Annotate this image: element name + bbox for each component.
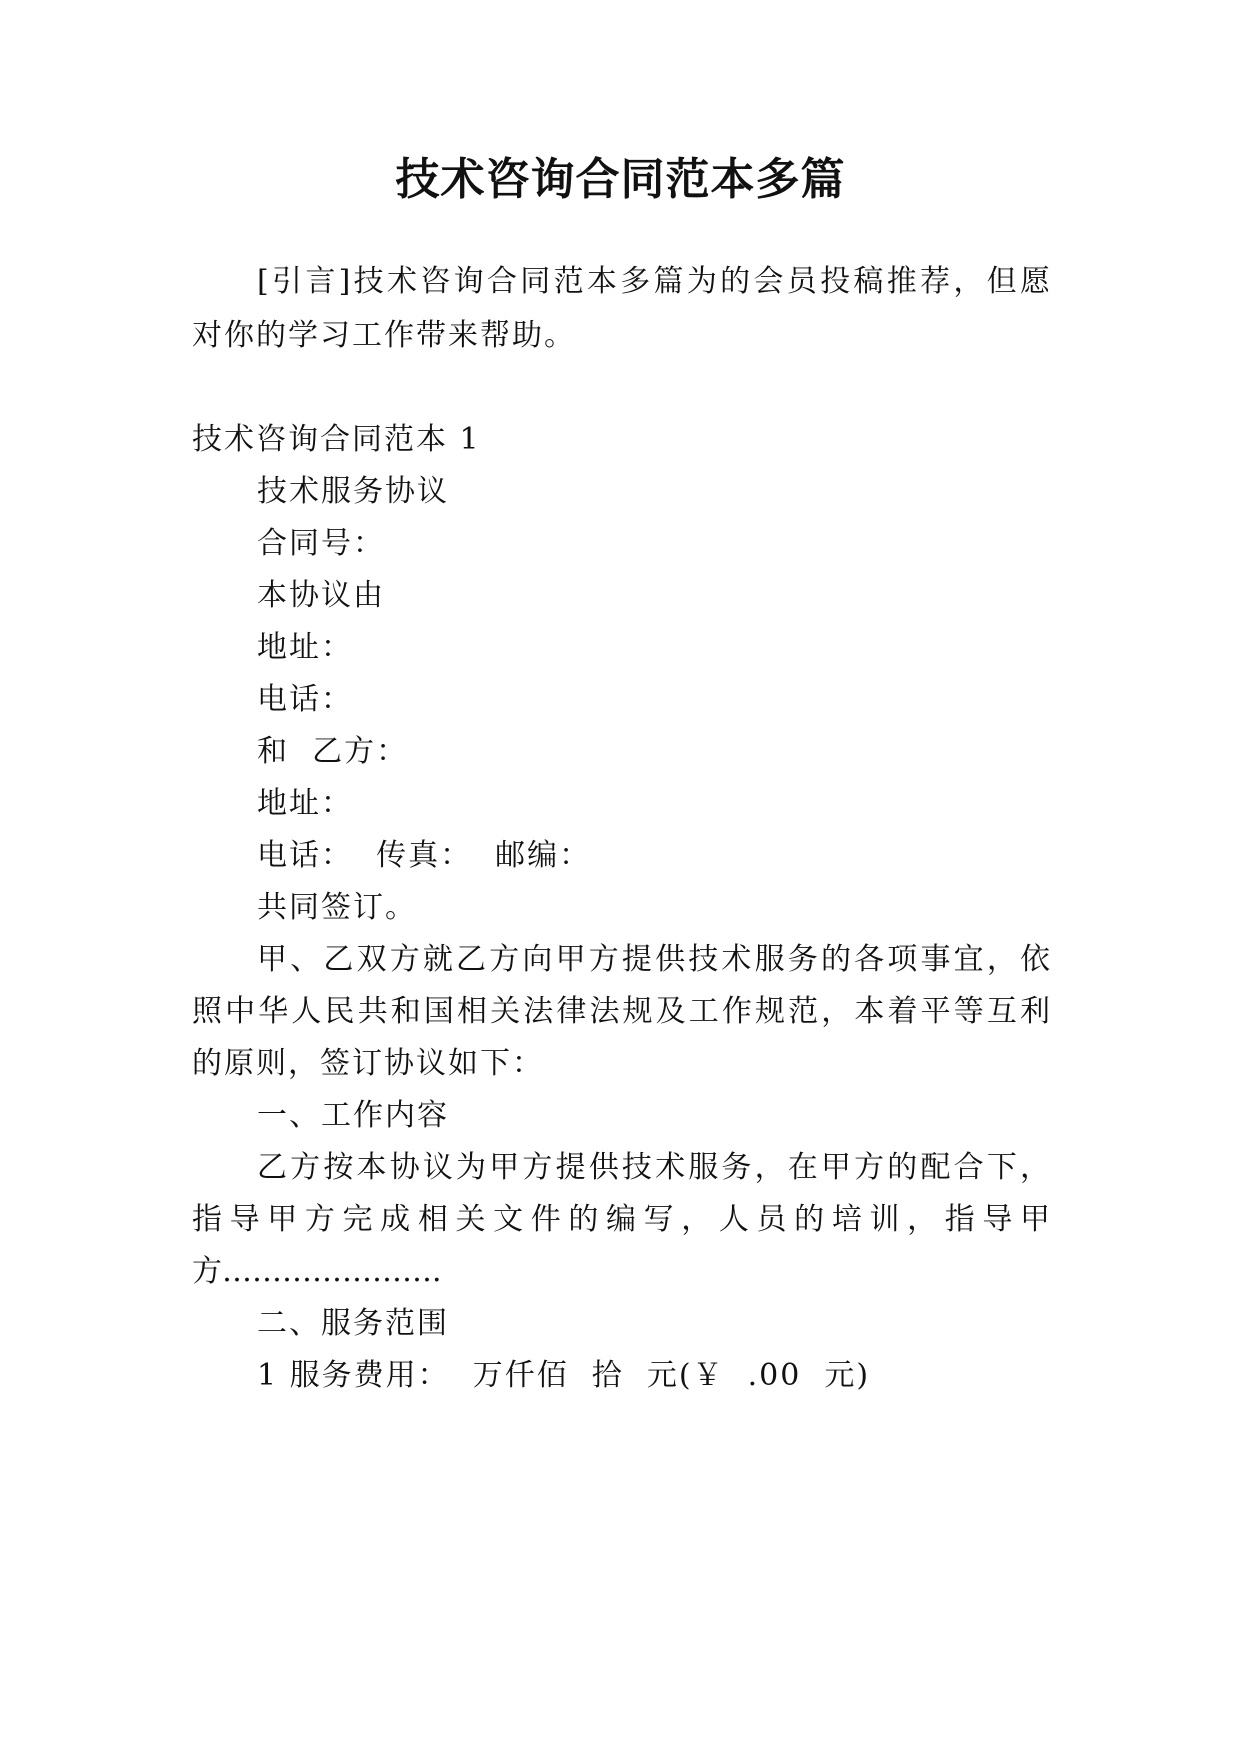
- party-b-contact-label: 电话： 传真： 邮编：: [257, 838, 592, 873]
- intro-line-2: 对你的学习工作带来帮助。: [192, 318, 576, 353]
- clause-2-heading: 二、服务范围: [257, 1306, 449, 1341]
- section-heading: 技术咨询合同范本 1: [192, 422, 481, 457]
- preamble-line-1: 甲、乙双方就乙方向甲方提供技术服务的各项事宜，依: [257, 942, 1052, 977]
- contract-number-label: 合同号：: [257, 526, 385, 561]
- service-fee-line: 1 服务费用： 万仟佰 拾 元(￥ .00 元): [257, 1358, 871, 1393]
- clause-1-line-1: 乙方按本协议为甲方提供技术服务，在甲方的配合下，: [257, 1150, 1052, 1185]
- party-b-label: 和 乙方：: [257, 734, 409, 769]
- agreement-title: 技术服务协议: [257, 474, 449, 509]
- clause-1-heading: 一、工作内容: [257, 1098, 449, 1133]
- preamble-line-3: 的原则，签订协议如下：: [192, 1046, 544, 1081]
- clause-1-line-3: 方………………….: [192, 1254, 442, 1289]
- party-a-phone-label: 电话：: [257, 682, 353, 717]
- party-a-address-label: 地址：: [257, 630, 353, 665]
- agreement-by-line: 本协议由: [257, 578, 385, 613]
- signed-line: 共同签订。: [257, 890, 417, 925]
- intro-line-1: [引言]技术咨询合同范本多篇为的会员投稿推荐，但愿: [257, 264, 1052, 299]
- party-b-address-label: 地址：: [257, 786, 353, 821]
- preamble-line-2: 照中华人民共和国相关法律法规及工作规范，本着平等互利: [192, 994, 1052, 1029]
- clause-1-line-2: 指导甲方完成相关文件的编写，人员的培训，指导甲: [192, 1202, 1052, 1237]
- document-title: 技术咨询合同范本多篇: [395, 154, 846, 205]
